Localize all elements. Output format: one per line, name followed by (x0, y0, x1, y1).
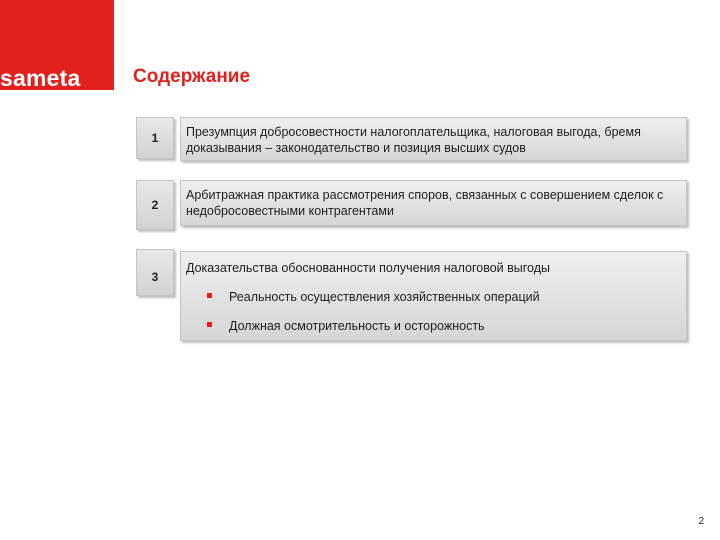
item-content-1 (180, 117, 687, 161)
square-bullet-icon (207, 322, 212, 327)
item-number-1 (136, 117, 174, 159)
square-bullet-icon (207, 293, 212, 298)
item-number-label: 2 (151, 198, 159, 212)
item-text: Арбитражная практика рассмотрения споров, связанных с совершением сделок с недобросовестными контрагентами (186, 188, 664, 218)
logo (0, 0, 114, 90)
item-number-label: 1 (151, 131, 159, 145)
page-title: Содержание (133, 66, 251, 87)
item-number-3 (136, 249, 174, 296)
item-content-2 (180, 180, 687, 226)
page-number: 2 (698, 516, 704, 527)
item-number-label: 3 (151, 270, 159, 284)
item-text: Презумпция добросовестности налогоплательщика, налоговая выгода, бремя доказывания – законодательство и позиция высших судов (186, 125, 641, 155)
item-content-3 (180, 251, 687, 341)
bullet-text: Должная осмотрительность и осторожность (229, 319, 485, 333)
item-number-2 (136, 180, 174, 230)
item-text: Доказательства обоснованности получения налоговой выгоды (186, 261, 550, 275)
bullet-text: Реальность осуществления хозяйственных операций (229, 290, 540, 304)
logo-text: sameta (0, 65, 81, 90)
